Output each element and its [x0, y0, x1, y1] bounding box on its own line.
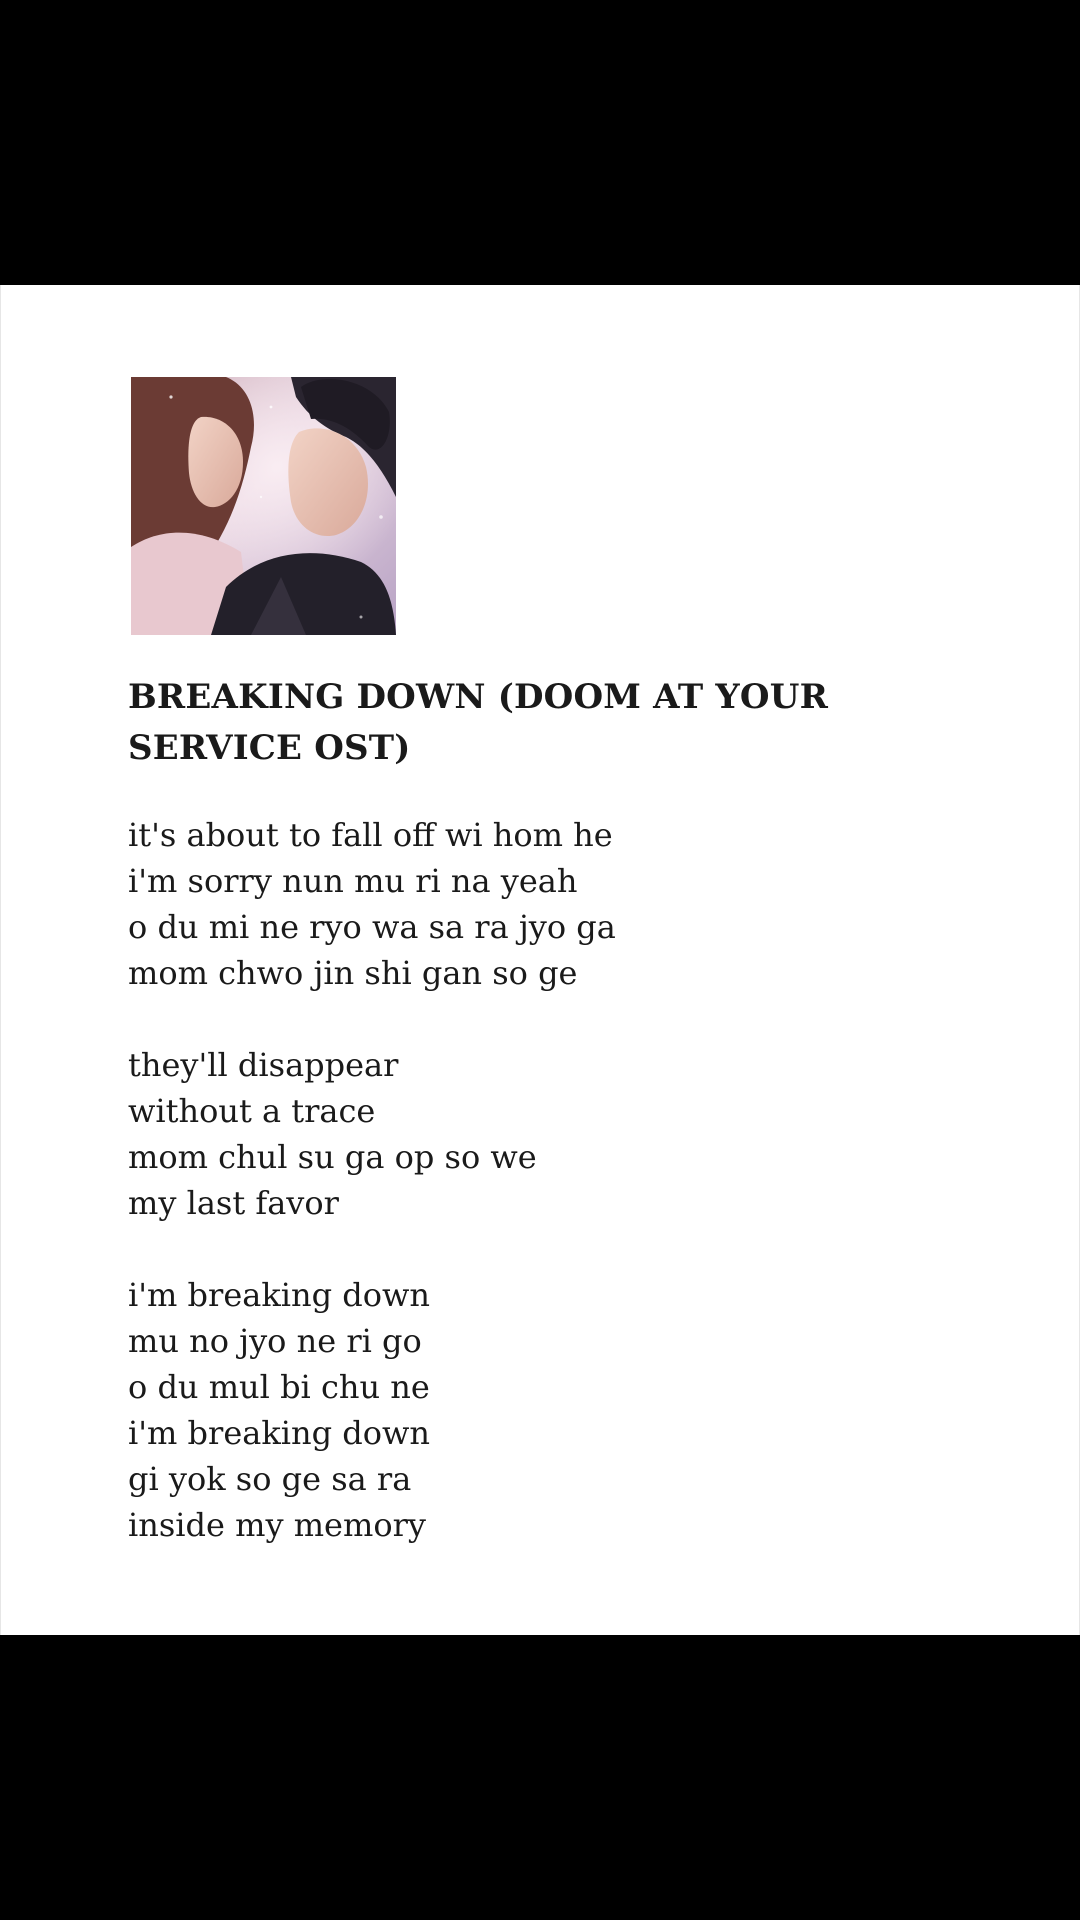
- lyric-line: gi yok so ge sa ra: [128, 1460, 412, 1498]
- lyric-line: without a trace: [128, 1092, 376, 1130]
- lyrics-body: [128, 812, 948, 1548]
- lyric-line: i'm breaking down: [128, 1276, 430, 1314]
- song-title: BREAKING DOWN (DOOM AT YOUR SERVICE OST): [128, 677, 829, 768]
- lyric-line: mom chul su ga op so we: [128, 1138, 537, 1176]
- lyric-line: they'll disappear: [128, 1046, 399, 1084]
- lyrics-stanza: [128, 1272, 948, 1548]
- lyrics-stanza: [128, 1042, 948, 1226]
- album-cover-image: [131, 377, 396, 635]
- lyric-line: mom chwo jin shi gan so ge: [128, 954, 578, 992]
- lyric-line: o du mi ne ryo wa sa ra jyo ga: [128, 908, 616, 946]
- lyrics-card: [0, 285, 1080, 1635]
- lyric-line: inside my memory: [128, 1506, 426, 1544]
- lyric-line: o du mul bi chu ne: [128, 1368, 430, 1406]
- lyric-line: i'm breaking down: [128, 1414, 430, 1452]
- lyrics-stanza: [128, 812, 948, 996]
- lyric-line: mu no jyo ne ri go: [128, 1322, 422, 1360]
- lyric-line: i'm sorry nun mu ri na yeah: [128, 862, 578, 900]
- lyric-line: my last favor: [128, 1184, 339, 1222]
- lyric-line: it's about to fall off wi hom he: [128, 816, 613, 854]
